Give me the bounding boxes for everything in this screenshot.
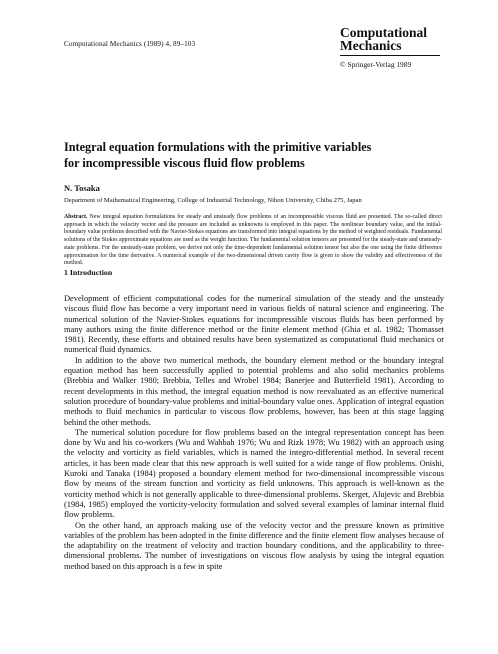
abstract	[64, 214, 442, 268]
journal-masthead	[340, 26, 440, 69]
journal-name-line2: Mechanics	[340, 38, 402, 53]
article-title	[64, 139, 444, 171]
author-name: N. Tosaka	[64, 183, 100, 193]
abstract-text: New integral equation formulations for steady and unsteady flow problems of an incompressible viscous fluid are presented. The so-called direct approach in which the velocity vector and the pressure are included as unknowns is employed in this paper. The nonlinear boundary value, and the initial-boundary value problems described with the Navier-Stokes equations are transformed into integral equations by the method of weighted residuals. Fundamental solutions of the Stokes approximate equations are used as the weight function. The fundamental solution tensors are presented for the steady-state and unsteady-state problems. For the unsteady-state problem, we derive not only the time-dependent fundamental solution tensor but also the one using the finite difference approximation for the time derivative. A numerical example of the two-dimensional driven cavity flow is given to show the validity and effectiveness of the method.	[64, 214, 442, 267]
author-affiliation: Department of Mathematical Engineering, College of Industrial Technology, Nihon University, Chiba 275, Japan	[64, 197, 362, 204]
paragraph: On the other hand, an approach making use of the velocity vector and the pressure known as primitive variables of the problem has been adopted in the finite difference and the finite element flow analyses because of the adaptability on the treatment of velocity and traction boundary conditions, and the applicability to three-dimensional problems. The number of investigations on viscous flow analysis by using the integral equation method based on this approach is a few in spite	[64, 520, 444, 571]
body-text	[64, 294, 444, 572]
title-line-1: Integral equation formulations with the primitive variables	[64, 140, 372, 154]
title-line-2: for incompressible viscous fluid flow problems	[64, 156, 305, 170]
copyright-notice: © Springer-Verlag 1989	[340, 60, 412, 70]
paragraph: Development of efficient computational codes for the numerical simulation of the steady and the unsteady viscous fluid flow has become a very important need in various fields of natural science and engineering. The numerical solution of the Navier-Stokes equations for incompressible viscous fluids has been performed by many authors using the finite difference method or the finite element method (Ghia et al. 1982; Thomasset 1981). Recently, these efforts and obtained results have been systematized as computational fluid mechanics or numerical fluid dynamics.	[64, 294, 444, 355]
journal-name-line1: Computational	[340, 25, 428, 40]
masthead-rule	[340, 55, 440, 56]
section-heading: 1 Introduction	[64, 268, 113, 277]
paragraph: In addition to the above two numerical methods, the boundary element method or the boundary integral equation method has been successfully applied to potential problems and also solid mechanics problems (Brebbia and Walker 1980; Brebbia, Telles and Wrobel 1984; Banerjee and Butterfield 1981). According to recent developments in this method, the integral equation method is now reevaluated as an effective numerical solution procedure of boundary-value problems and initial-boundary value ones. Application of integral equation methods to fluid mechanics in particular to viscous flow problems, however, has been at this stage lagging behind the other methods.	[64, 355, 444, 427]
running-head: Computational Mechanics (1989) 4, 89–103	[64, 40, 196, 48]
abstract-label: Abstract.	[64, 214, 88, 220]
paragraph: The numerical solution pocedure for flow problems based on the integral representation concept has been done by Wu and his co-workers (Wu and Wahbah 1976; Wu and Rizk 1978; Wu 1982) with an approach using the velocity and vorticity as field variables, which is named the integro-differential method. In several recent articles, it has been made clear that this new approach is well suited for a wide range of flow problems. Onishi, Kuroki and Tanaka (1984) proposed a boundary element method for two-dimensional incompressible viscous flow by means of the stream function and vorticity as field unknowns. This approach is well-known as the vorticity method which is not generally applicable to three-dimensional problems. Skerget, Alujevic and Brebbia (1984, 1985) employed the vorticity-velocity formulation and solved several examples of laminar internal fluid flow problems.	[64, 427, 444, 520]
